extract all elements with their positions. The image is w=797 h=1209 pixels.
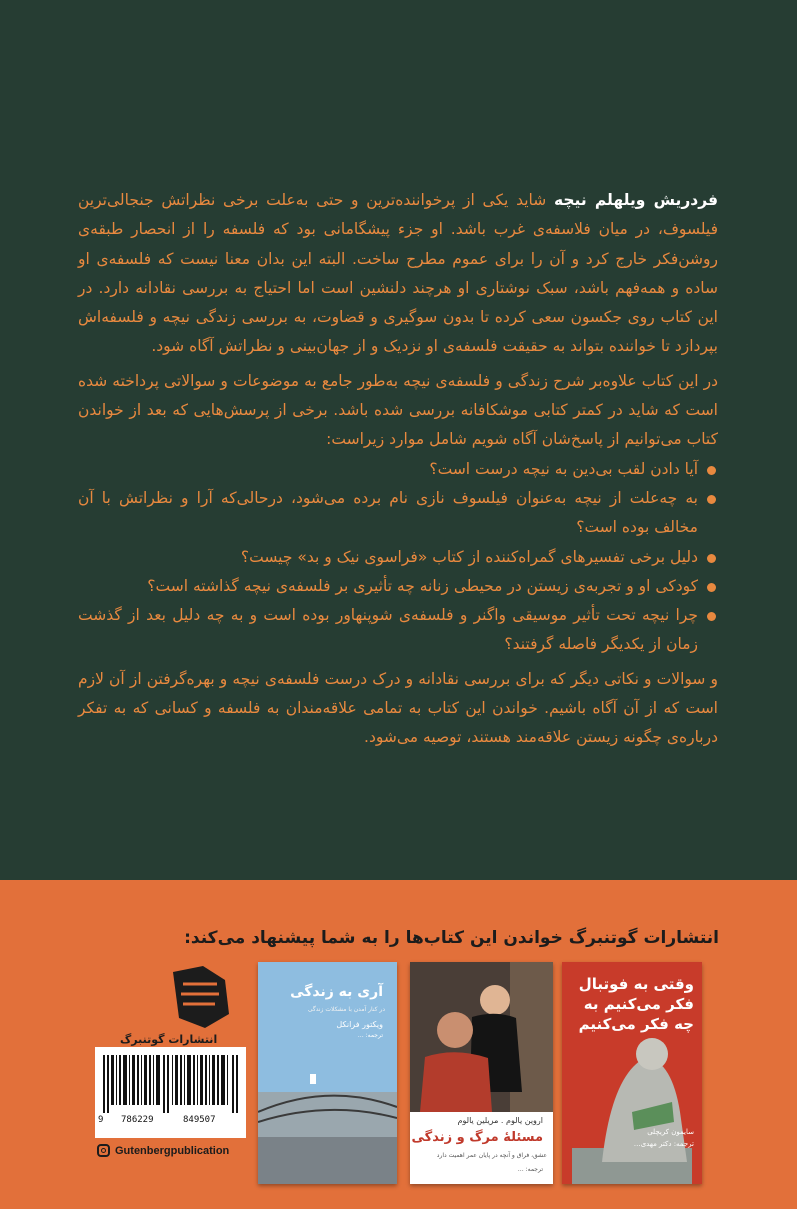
barcode-group-two: 849507 xyxy=(183,1115,216,1125)
instagram-handle-row xyxy=(97,1144,229,1157)
book-translator: ترجمه: دکتر مهدی… xyxy=(633,1140,694,1148)
book-cover-death-and-life xyxy=(410,962,553,1184)
couple-photo xyxy=(410,962,553,1184)
question-item: چرا نیچه تحت تأثیر موسیقی واگنر و فلسفه‌ی شوپنهاور بوده است و به چه دلیل بعد از گذشت زمان از یکدیگر فاصله گرفتند؟ xyxy=(78,601,718,660)
book-translator: ترجمه: … xyxy=(357,1032,383,1039)
question-item: کودکی او و تجربه‌ی زیستن در محیطی زنانه چه تأثیری بر فلسفه‌ی نیچه گذاشته است؟ xyxy=(78,572,718,601)
publisher-logo-icon xyxy=(165,962,235,1032)
blurb xyxy=(78,186,718,753)
book-title: مسئلهٔ مرگ و زندگی xyxy=(411,1130,543,1145)
question-item: آیا دادن لقب بی‌دین به نیچه درست است؟ xyxy=(78,455,718,484)
book-author: ویکتور فرانکل xyxy=(336,1020,383,1029)
barcode-bars xyxy=(103,1055,238,1113)
book-title: آری به زندگی xyxy=(290,984,383,1000)
publisher-logo-text: انتشارات گوتنبرگ xyxy=(120,1033,218,1046)
instagram-icon xyxy=(97,1144,110,1157)
intro-text: شاید یکی از پرخواننده‌ترین و حتی به‌علت برخی نظراتش جنجالی‌ترین فیلسوف، در میان فلاسفه‌ی غرب باشد. او جزء پیشگامانی بود که فلسفه را از انحصار طبقه‌ی روشن‌فکر خارج کرد و آن را برای عموم مطرح ساخت. البته این بدان معنا نیست که فلسفه‌ی او ساده و همه‌فهم باشد، سبک نوشتاری او هرچند دلنشین است اما احتیاج به بررسی نقادانه دارد. در این کتاب روی جکسون سعی کرده تا بدون سوگیری و قضاوت، به بررسی زندگی نیچه و فلسفه‌اش بپردازد تا خواننده بتواند به حقیقت فلسفه‌ی او نزدیک و از جهان‌بینی و نظراتش آگاه شود. xyxy=(78,191,718,356)
instagram-handle: Gutenbergpublication xyxy=(115,1144,230,1157)
recommend-heading: انتشارات گوتنبرگ خواندن این کتاب‌ها را به شما پیشنهاد می‌کند: xyxy=(184,928,719,948)
question-item: دلیل برخی تفسیرهای گمراه‌کننده از کتاب «فراسوی نیک و بد» چیست؟ xyxy=(78,543,718,572)
isbn-barcode xyxy=(95,1047,246,1138)
book-cover-football xyxy=(562,962,702,1184)
book-author: سایمون کریچلی xyxy=(647,1128,694,1136)
barcode-group-one: 786229 xyxy=(121,1115,154,1125)
book-subtitle: در کنار آمدن با مشکلات زندگی xyxy=(307,1006,385,1013)
questions-list xyxy=(78,455,718,660)
paragraph-two: در این کتاب علاوه‌بر شرح زندگی و فلسفه‌ی نیچه به‌طور جامع به موضوعات و سوالاتی پرداخته شده است که شاید در کمتر کتابی موشکافانه بررسی شده باشد. برخی از پرسش‌هایی که بعد از خواندن کتاب می‌توانیم از پاسخ‌شان آگاه شویم شامل موارد زیراست: xyxy=(78,371,718,449)
book-author: اروین یالوم . مریلین یالوم xyxy=(457,1116,543,1125)
book-translator: ترجمه: … xyxy=(517,1166,543,1173)
intro-paragraph xyxy=(78,186,718,362)
book-subtitle: عشق، فراق و آنچه در پایان عمر اهمیت دارد xyxy=(436,1152,547,1159)
author-name: فردریش ویلهلم نیچه xyxy=(553,191,719,209)
book-title: وقتی به فوتبال فکر می‌کنیم به چه فکر می‌کنیم xyxy=(578,975,694,1033)
paragraph-three: و سوالات و نکاتی دیگر که برای بررسی نقادانه و درک درست فلسفه‌ی نیچه و بهره‌گرفتن از آن لازم است که از آن آگاه باشیم. خواندن این کتاب به تمامی علاقه‌مندان به فلسفه و کسانی که به تفکر درباره‌ی چگونه زیستن علاقه‌مند هستند، توصیه می‌شود. xyxy=(78,669,718,747)
question-item: به چه‌علت از نیچه به‌عنوان فیلسوف نازی نام برده می‌شود، درحالی‌که آرا و نظراتش با آن مخالف بوده است؟ xyxy=(78,484,718,543)
book-cover-yes-to-life xyxy=(258,962,397,1184)
barcode-lead-digit: 9 xyxy=(98,1115,104,1125)
